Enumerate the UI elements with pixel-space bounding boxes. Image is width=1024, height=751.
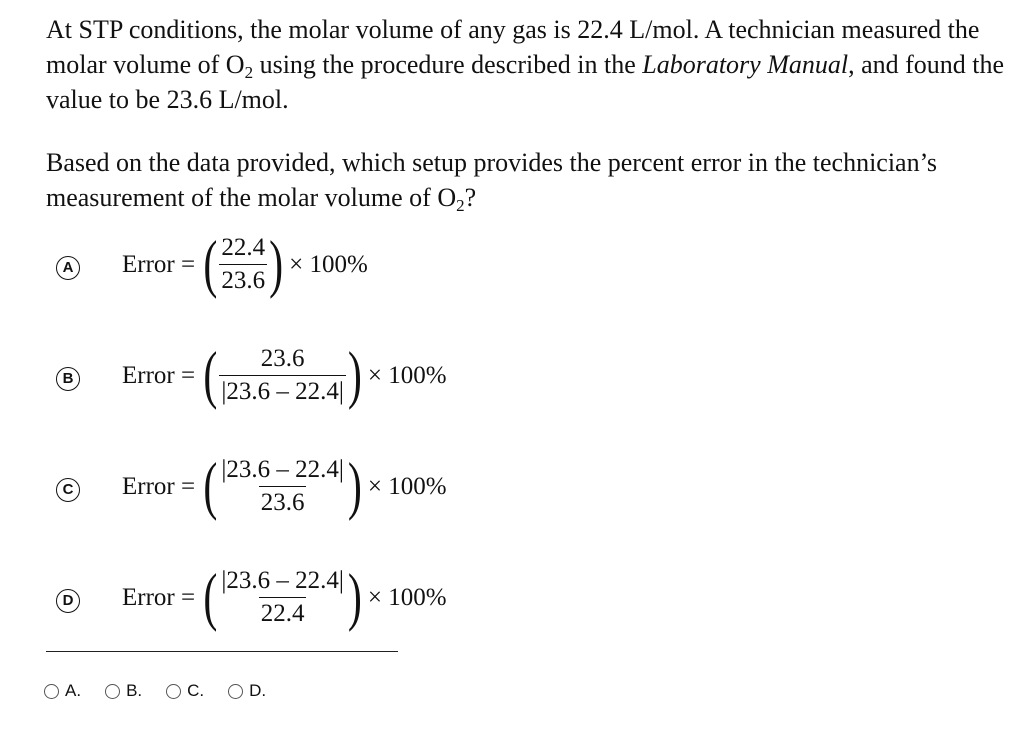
option-d (56, 559, 756, 643)
answer-choice-a[interactable] (44, 681, 81, 701)
option-letter-badge: C (56, 478, 80, 502)
fraction (219, 566, 346, 629)
option-letter-badge: D (56, 589, 80, 613)
times-100-percent: × 100% (367, 583, 447, 611)
left-paren: ( (203, 339, 218, 412)
option-letter-badge: B (56, 367, 80, 391)
formula (122, 339, 447, 412)
question-text: , and found the value to be 23.6 L/mol. (46, 50, 1005, 114)
formula-lhs: Error = (122, 472, 202, 500)
fraction (219, 455, 346, 518)
left-paren: ( (203, 228, 218, 301)
radio-button[interactable] (105, 684, 120, 699)
formula (122, 228, 368, 301)
right-paren: ) (269, 228, 284, 301)
choice-label: D. (249, 681, 267, 700)
denominator: 23.6 (259, 486, 307, 518)
subscript: 2 (244, 63, 254, 82)
subscript: 2 (456, 196, 465, 215)
option-c (56, 448, 756, 532)
left-paren: ( (203, 450, 218, 523)
answer-choice-c[interactable] (166, 681, 204, 701)
answer-choices (44, 681, 290, 701)
formula (122, 450, 447, 523)
radio-button[interactable] (166, 684, 181, 699)
option-letter-badge: A (56, 256, 80, 280)
formula-lhs: Error = (122, 250, 202, 278)
choice-label: C. (187, 681, 205, 700)
times-100-percent: × 100% (289, 250, 368, 278)
question-text: ? (464, 183, 477, 212)
question-text: using the procedure described in the (253, 50, 643, 79)
option-b (56, 337, 756, 421)
right-paren: ) (347, 339, 362, 412)
choice-label: B. (126, 681, 143, 700)
formula-lhs: Error = (122, 361, 202, 389)
option-a (56, 226, 756, 310)
numerator: |23.6 – 22.4| (221, 456, 344, 483)
fraction (219, 233, 267, 296)
numerator: |23.6 – 22.4| (221, 567, 344, 594)
denominator: 23.6 (219, 264, 267, 296)
times-100-percent: × 100% (367, 361, 447, 389)
question-paragraph-1 (46, 12, 1006, 117)
formula (122, 561, 447, 634)
manual-title: Laboratory Manual (642, 50, 849, 79)
denominator: 22.4 (259, 597, 307, 629)
numerator: 23.6 (260, 345, 305, 372)
numerator: 22.4 (221, 234, 266, 261)
question-stem (46, 12, 1006, 215)
denominator: |23.6 – 22.4| (219, 375, 346, 407)
radio-button[interactable] (228, 684, 243, 699)
question-paragraph-2 (46, 145, 1006, 215)
question-text: At STP conditions, the molar volume of any gas is 22.4 L/mol. A technician measured the molar volume of O (46, 15, 980, 79)
answer-choice-b[interactable] (105, 681, 142, 701)
left-paren: ( (203, 561, 218, 634)
question-text: Based on the data provided, which setup provides the percent error in the technician’s measurement of the molar volume of O (46, 148, 937, 212)
fraction (219, 344, 346, 407)
right-paren: ) (347, 450, 362, 523)
radio-button[interactable] (44, 684, 59, 699)
formula-lhs: Error = (122, 583, 202, 611)
times-100-percent: × 100% (367, 472, 447, 500)
separator-line (46, 651, 398, 652)
answer-choice-d[interactable] (228, 681, 266, 701)
right-paren: ) (347, 561, 362, 634)
choice-label: A. (65, 681, 82, 700)
